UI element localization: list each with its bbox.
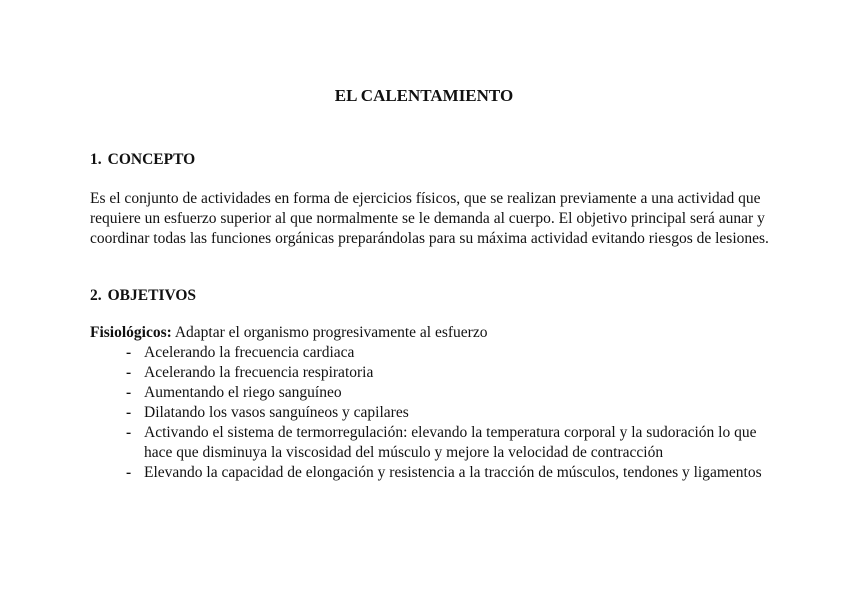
list-item — [126, 343, 786, 363]
objectives-intro — [90, 323, 780, 343]
list-item-text: Dilatando los vasos sanguíneos y capilares — [144, 404, 409, 421]
section-number: 1. — [90, 151, 102, 168]
document-title: EL CALENTAMIENTO — [334, 86, 514, 105]
bullet-dash: - — [126, 344, 132, 361]
section-heading-objetivos — [90, 286, 196, 306]
bullet-dash: - — [126, 464, 132, 481]
intro-text: Adaptar el organismo progresivamente al esfuerzo — [171, 324, 488, 341]
intro-label: Fisiológicos: — [90, 324, 172, 341]
list-item — [126, 403, 786, 423]
list-item-text: Aumentando el riego sanguíneo — [144, 384, 342, 401]
bullet-dash: - — [126, 424, 132, 441]
section-heading-concepto — [90, 150, 195, 170]
objectives-list — [126, 343, 786, 483]
list-item — [126, 463, 786, 483]
list-item-text: Elevando la capacidad de elongación y resistencia a la tracción de músculos, tendones y ligamentos — [144, 464, 762, 481]
concept-paragraph: Es el conjunto de actividades en forma de ejercicios físicos, que se realizan previamente a una actividad que requiere un esfuerzo superior al que normalmente se le demanda al cuerpo. El objetivo principal será aunar y coordinar todas las funciones orgánicas preparándolas para su máxima actividad evitando riesgos de lesiones. — [90, 190, 769, 247]
list-item — [126, 383, 786, 403]
bullet-dash: - — [126, 404, 132, 421]
section-title: CONCEPTO — [107, 151, 196, 168]
list-item-text: Acelerando la frecuencia respiratoria — [144, 364, 374, 381]
list-item-text: Acelerando la frecuencia cardiaca — [144, 344, 355, 361]
bullet-dash: - — [126, 384, 132, 401]
section-number: 2. — [90, 287, 102, 304]
list-item-text: Activando el sistema de termorregulación: elevando la temperatura corporal y la sudoración lo que hace que disminuya la viscosidad del músculo y mejore la velocidad de contracción — [144, 424, 757, 461]
list-item — [126, 363, 786, 383]
section-title: OBJETIVOS — [107, 287, 197, 304]
bullet-dash: - — [126, 364, 132, 381]
list-item — [126, 423, 786, 463]
